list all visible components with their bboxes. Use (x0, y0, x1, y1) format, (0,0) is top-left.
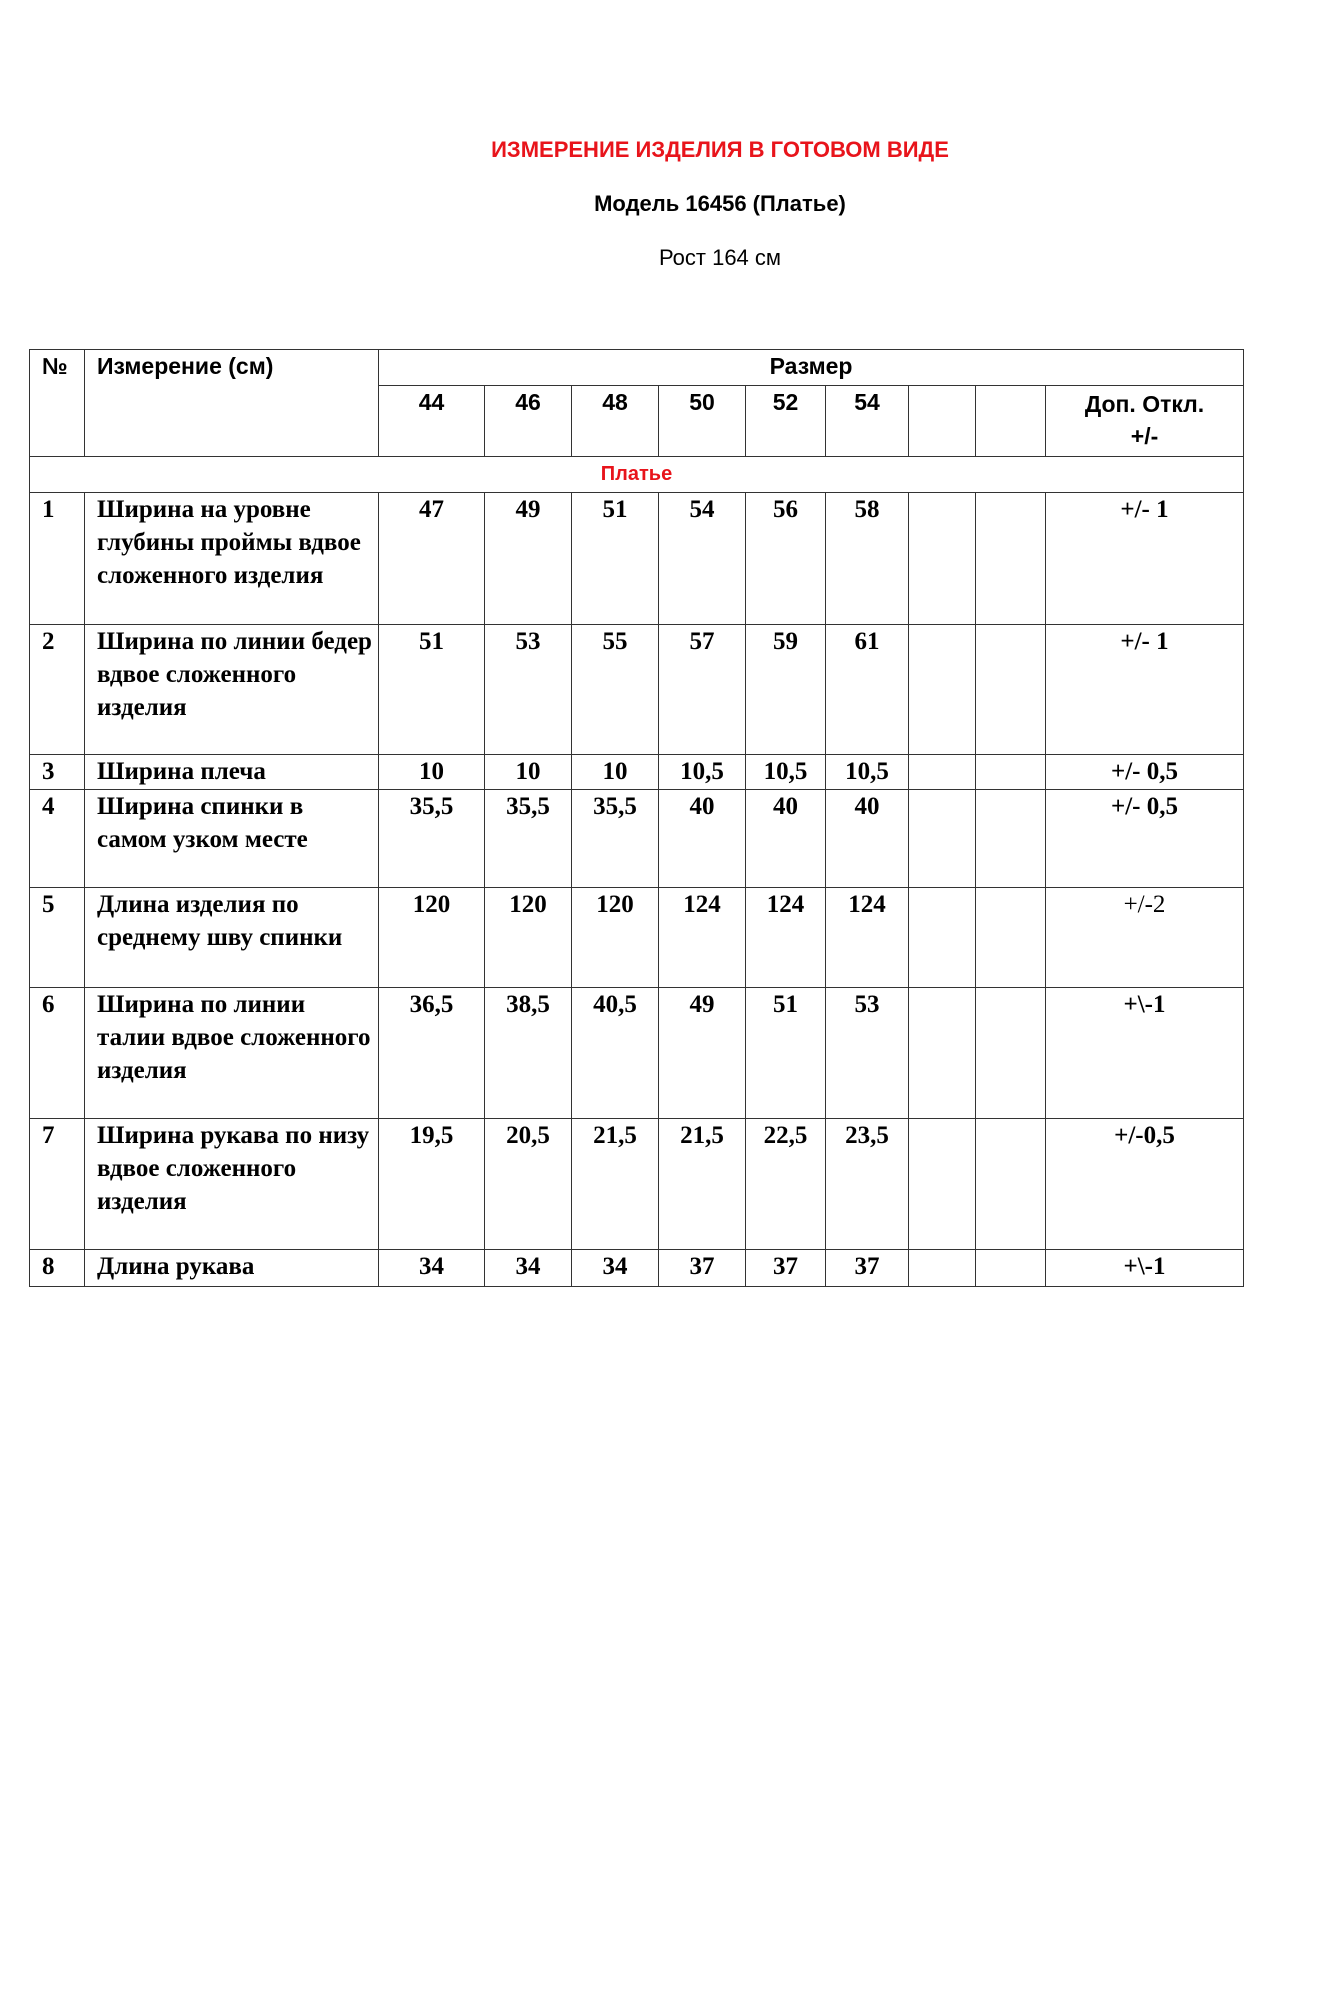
row-value: 10,5 (659, 755, 746, 790)
row-measurement: Длина изделия по среднему шву спинки (85, 888, 379, 988)
row-measurement: Ширина по линии талии вдвое сложенного изделия (85, 988, 379, 1119)
size-header: 52 (746, 386, 826, 457)
row-value: 61 (826, 625, 909, 755)
row-value: 59 (746, 625, 826, 755)
row-measurement: Длина рукава (85, 1250, 379, 1287)
row-tolerance: +/-2 (1046, 888, 1244, 988)
empty-cell (976, 988, 1046, 1119)
row-measurement: Ширина рукава по низу вдвое сложенного изделия (85, 1119, 379, 1250)
table-row (30, 1250, 1244, 1287)
row-value: 58 (826, 493, 909, 625)
size-header: 50 (659, 386, 746, 457)
row-value: 53 (485, 625, 572, 755)
row-value: 54 (659, 493, 746, 625)
row-value: 35,5 (485, 790, 572, 888)
row-value: 21,5 (659, 1119, 746, 1250)
empty-cell (909, 988, 976, 1119)
row-value: 22,5 (746, 1119, 826, 1250)
empty-cell (909, 888, 976, 988)
row-value: 124 (659, 888, 746, 988)
row-value: 124 (826, 888, 909, 988)
row-tolerance: +/- 0,5 (1046, 755, 1244, 790)
column-header-number: № (30, 350, 85, 457)
tolerance-header-line1: Доп. Откл. (1084, 391, 1205, 417)
empty-cell (909, 1250, 976, 1287)
table-row (30, 790, 1244, 888)
empty-cell (909, 755, 976, 790)
column-header-measurement: Измерение (см) (85, 350, 379, 457)
tolerance-header (1046, 386, 1244, 457)
row-number: 4 (30, 790, 85, 888)
empty-cell (976, 755, 1046, 790)
row-value: 34 (379, 1250, 485, 1287)
section-label: Платье (30, 457, 1244, 493)
document-title: ИЗМЕРЕНИЕ ИЗДЕЛИЯ В ГОТОВОМ ВИДЕ (491, 137, 949, 162)
row-tolerance: +/- 0,5 (1046, 790, 1244, 888)
size-header: 44 (379, 386, 485, 457)
row-number: 2 (30, 625, 85, 755)
section-row (30, 457, 1244, 493)
row-tolerance: +\-1 (1046, 1250, 1244, 1287)
empty-cell (909, 625, 976, 755)
row-value: 10,5 (746, 755, 826, 790)
row-value: 53 (826, 988, 909, 1119)
row-value: 20,5 (485, 1119, 572, 1250)
row-value: 57 (659, 625, 746, 755)
empty-cell (976, 386, 1046, 457)
empty-cell (976, 1119, 1046, 1250)
empty-cell (909, 1119, 976, 1250)
table-row (30, 888, 1244, 988)
row-value: 19,5 (379, 1119, 485, 1250)
empty-cell (909, 493, 976, 625)
column-header-size: Размер (379, 350, 1244, 386)
size-header: 54 (826, 386, 909, 457)
empty-cell (909, 790, 976, 888)
row-number: 7 (30, 1119, 85, 1250)
row-value: 51 (379, 625, 485, 755)
empty-cell (909, 386, 976, 457)
row-value: 51 (572, 493, 659, 625)
size-header: 48 (572, 386, 659, 457)
row-value: 34 (485, 1250, 572, 1287)
row-number: 3 (30, 755, 85, 790)
empty-cell (976, 1250, 1046, 1287)
row-value: 23,5 (826, 1119, 909, 1250)
empty-cell (976, 625, 1046, 755)
row-number: 6 (30, 988, 85, 1119)
row-measurement: Ширина плеча (85, 755, 379, 790)
row-value: 36,5 (379, 988, 485, 1119)
row-value: 40 (659, 790, 746, 888)
row-value: 120 (379, 888, 485, 988)
row-value: 10,5 (826, 755, 909, 790)
row-number: 5 (30, 888, 85, 988)
row-value: 40 (826, 790, 909, 888)
row-value: 21,5 (572, 1119, 659, 1250)
row-tolerance: +\-1 (1046, 988, 1244, 1119)
row-value: 37 (659, 1250, 746, 1287)
measurement-table (29, 349, 1244, 1287)
table-row (30, 755, 1244, 790)
row-value: 49 (485, 493, 572, 625)
row-value: 34 (572, 1250, 659, 1287)
row-measurement: Ширина на уровне глубины проймы вдвое сложенного изделия (85, 493, 379, 625)
row-value: 37 (746, 1250, 826, 1287)
row-value: 49 (659, 988, 746, 1119)
row-value: 10 (572, 755, 659, 790)
row-value: 10 (485, 755, 572, 790)
row-value: 38,5 (485, 988, 572, 1119)
row-value: 120 (485, 888, 572, 988)
tolerance-header-line2: +/- (1130, 423, 1159, 449)
row-value: 35,5 (379, 790, 485, 888)
row-value: 55 (572, 625, 659, 755)
row-number: 8 (30, 1250, 85, 1287)
row-value: 47 (379, 493, 485, 625)
row-value: 35,5 (572, 790, 659, 888)
row-tolerance: +/- 1 (1046, 493, 1244, 625)
row-tolerance: +/-0,5 (1046, 1119, 1244, 1250)
table-row (30, 625, 1244, 755)
empty-cell (976, 888, 1046, 988)
table-row (30, 493, 1244, 625)
table-header-row (30, 350, 1244, 386)
row-value: 10 (379, 755, 485, 790)
row-value: 40,5 (572, 988, 659, 1119)
row-number: 1 (30, 493, 85, 625)
empty-cell (976, 790, 1046, 888)
model-name: Модель 16456 (Платье) (594, 191, 846, 216)
table-row (30, 988, 1244, 1119)
row-value: 56 (746, 493, 826, 625)
model-height: Рост 164 см (658, 245, 782, 270)
row-value: 37 (826, 1250, 909, 1287)
table-row (30, 1119, 1244, 1250)
row-value: 120 (572, 888, 659, 988)
size-header: 46 (485, 386, 572, 457)
row-measurement: Ширина по линии бедер вдвое сложенного изделия (85, 625, 379, 755)
row-value: 51 (746, 988, 826, 1119)
row-tolerance: +/- 1 (1046, 625, 1244, 755)
empty-cell (976, 493, 1046, 625)
row-measurement: Ширина спинки в самом узком месте (85, 790, 379, 888)
row-value: 40 (746, 790, 826, 888)
row-value: 124 (746, 888, 826, 988)
